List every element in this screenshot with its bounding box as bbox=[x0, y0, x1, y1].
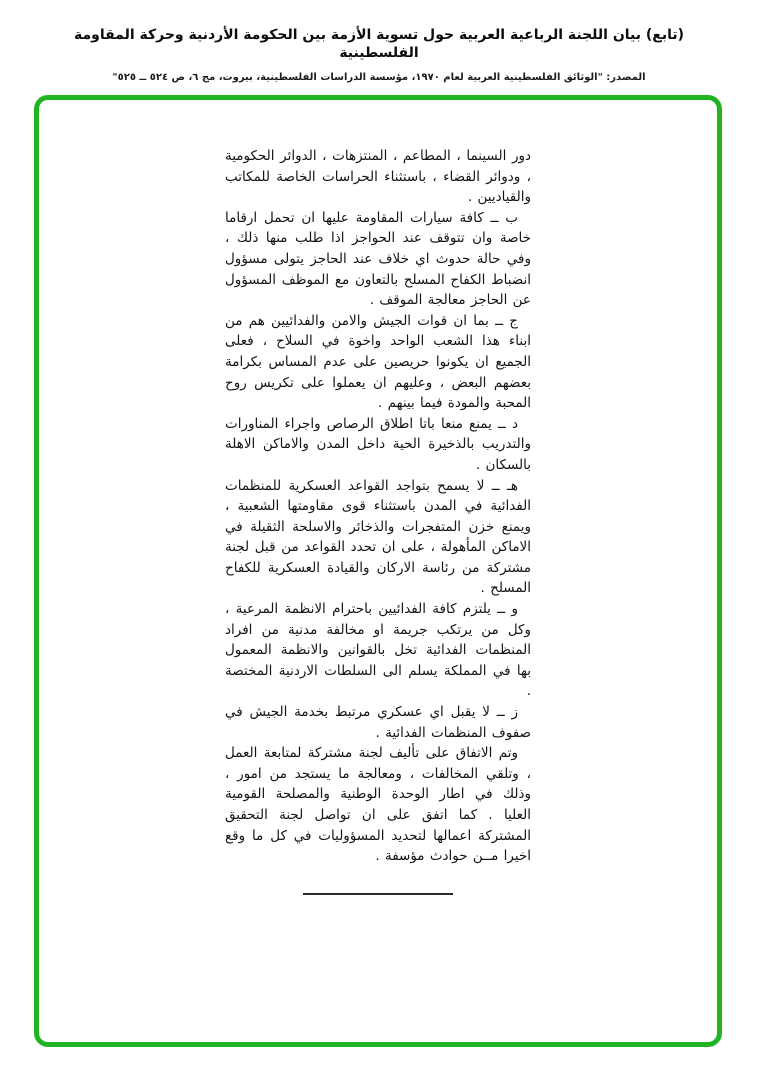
paragraph-item-z: ز ــ لا يقبل اي عسكري مرتبط بخدمة الجيش في صفوف المنظمات الفدائية . bbox=[225, 704, 531, 741]
paragraph-continuation: دور السينما ، المطاعم ، المنتزهات ، الدوائر الحكومية ، ودوائر القضاء ، باستثناء الحراسات الخاصة للمكاتب والقياديين . bbox=[225, 148, 531, 206]
paragraph-item-w: و ــ يلتزم كافة الفدائيين باحترام الانظمة المرعية ، وكل من يرتكب جريمة او مخالفة مدنية من افراد المنظمات الفدائية تخل بالقوانين والانظمة المعمول بها في المملكة يسلم الى السلطات الاردنية المختصة . bbox=[225, 601, 531, 700]
document-source: المصدر: "الوثائق الفلسطينية العربية لعام ١٩٧٠، مؤسسة الدراسات الفلسطينية، بيروت، مج ٦، ص ٥٢٤ ــ ٥٢٥" bbox=[112, 72, 646, 84]
paragraph-closing: وتم الاتفاق على تأليف لجنة مشتركة لمتابعة العمل ، وتلقي المخالفات ، ومعالجة ما يستجد من امور ، وذلك في اطار الوحدة الوطنية والمصلحة القومية العليا . كما اتفق على ان تواصل لجنة التحقيق المشتركة اعمالها لتحديد المسؤوليات في كل ما وقع اخيرا مــن حوادث مؤسفة . bbox=[225, 745, 531, 865]
highlight-frame bbox=[34, 95, 722, 1047]
paragraph-item-d: د ــ يمنع منعا باتا اطلاق الرصاص واجراء المناورات والتدريب بالذخيرة الحية داخل المدن والاماكن الاهلة بالسكان . bbox=[225, 415, 531, 473]
paragraph-item-h: هـ ــ لا يسمح بتواجد القواعد العسكرية للمنظمات الفدائية في المدن باستثناء قوى مقاومتها الشعبية ، ويمنع خزن المتفجرات والذخائر والاسلحة الثقيلة في الاماكن المأهولة ، على ان تحدد القواعد من قبل لجنة مشتركة من رئاسة الاركان والقيادة العسكرية للكفاح المسلح . bbox=[225, 477, 531, 597]
end-divider bbox=[303, 893, 453, 895]
document-title: (تابع) بيان اللجنة الرباعية العربية حول تسوية الأزمة بين الحكومة الأردنية وحركة المقاومة الفلسطينية bbox=[73, 27, 684, 62]
paragraph-item-b: ب ــ كافة سيارات المقاومة عليها ان تحمل ارقاما خاصة وان تتوقف عند الحواجز اذا طلب منها ذلك ، وفي حالة حدوث اي خلاف عند الحاجز يتولى مسؤول انضباط الكفاح المسلح بالتعاون مع الموظف المسؤول عن الحاجز معالجة الموقف . bbox=[225, 209, 531, 309]
document-body bbox=[225, 146, 531, 895]
paragraph-item-j: ج ــ بما ان قوات الجيش والامن والفدائيين هم من ابناء هذا الشعب الواحد واخوة في السلاح ، فعلى الجميع ان يكونوا حريصين على عدم المساس بكرامة بعضهم البعض ، وعليهم ان يعملوا على تكريس روح المحبة والمودة فيما بينهم . bbox=[225, 312, 531, 412]
